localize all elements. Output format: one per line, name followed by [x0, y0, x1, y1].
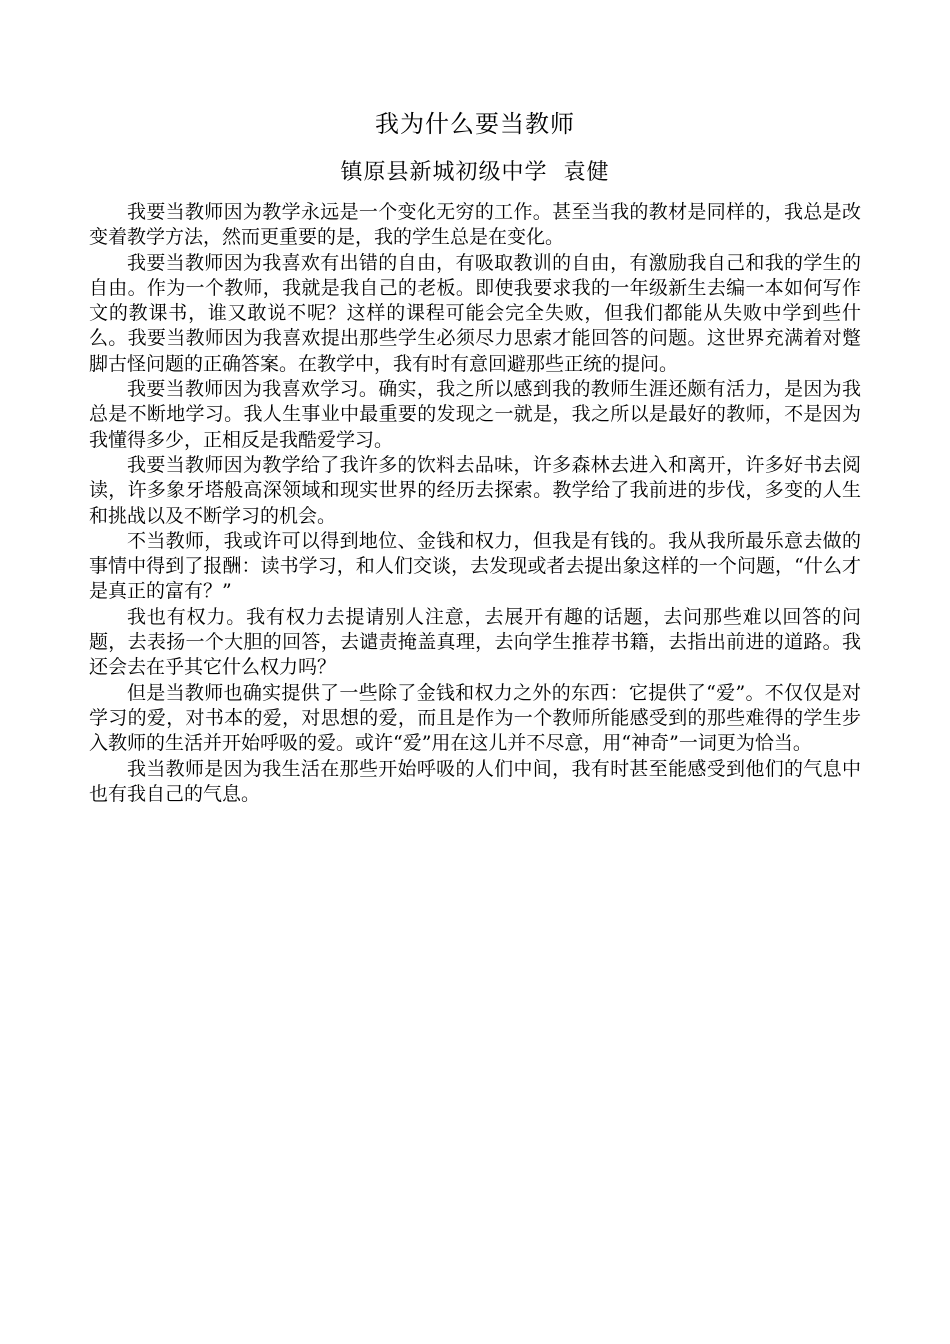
paragraph: 我要当教师因为教学给了我许多的饮料去品味，许多森林去进入和离开，许多好书去阅读，许多象牙塔般高深领域和现实世界的经历去探索。教学给了我前进的步伐，多变的人生和挑战以及不断学习的机会。: [89, 453, 861, 527]
paragraph: 我要当教师因为我喜欢学习。确实，我之所以感到我的教师生涯还颇有活力，是因为我总是不断地学习。我人生事业中最重要的发现之一就是，我之所以是最好的教师，不是因为我懂得多少，正相反是我酷爱学习。: [89, 378, 861, 451]
paragraph: 不当教师，我或许可以得到地位、金钱和权力，但我是有钱的。我从我所最乐意去做的事情中得到了报酬：读书学习，和人们交谈，去发现或者去提出象这样的一个问题，“什么才是真正的富有？”: [89, 529, 861, 603]
article-body: [89, 200, 861, 807]
page-title: 我为什么要当教师: [375, 110, 575, 138]
paragraph: 我当教师是因为我生活在那些开始呼吸的人们中间，我有时甚至能感受到他们的气息中也有我自己的气息。: [89, 757, 861, 805]
paragraph: 我要当教师因为我喜欢有出错的自由，有吸取教训的自由，有激励我自己和我的学生的自由。作为一个教师，我就是我自己的老板。即使我要求我的一年级新生去编一本如何写作文的教课书，谁又敢说不呢？这样的课程可能会完全失败，但我们都能从失败中学到些什么。我要当教师因为我喜欢提出那些学生必须尽力思索才能回答的问题。这世界充满着对蹩脚古怪问题的正确答案。在教学中，我有时有意回避那些正统的提问。: [89, 251, 861, 375]
paragraph: 但是当教师也确实提供了一些除了金钱和权力之外的东西：它提供了“爱”。不仅仅是对学习的爱，对书本的爱，对思想的爱，而且是作为一个教师所能感受到的那些难得的学生步入教师的生活并开始呼吸的爱。或许“爱”用在这儿并不尽意，用“神奇”一词更为恰当。: [89, 681, 861, 755]
paragraph: 我也有权力。我有权力去提请别人注意，去展开有趣的话题，去问那些难以回答的问题，去表扬一个大胆的回答，去谴责掩盖真理，去向学生推荐书籍，去指出前进的道路。我还会去在乎其它什么权力吗？: [89, 605, 861, 679]
paragraph: 我要当教师因为教学永远是一个变化无穷的工作。甚至当我的教材是同样的，我总是改变着教学方法，然而更重要的是，我的学生总是在变化。: [89, 201, 861, 249]
author-line: 镇原县新城初级中学 袁健: [340, 160, 610, 185]
